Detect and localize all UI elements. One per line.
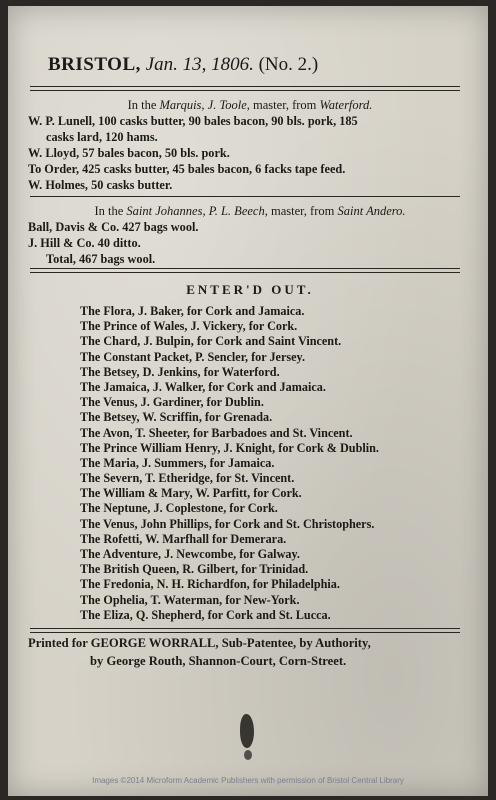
master-word: , master, from [264,204,335,218]
list-item: The Constant Packet, P. Sencler, for Jersey. [80,349,305,364]
master-word: , master, from [246,98,317,112]
ship-master: J. Toole [207,98,247,112]
section-rule [30,196,460,197]
cargo-line: casks lard, 120 hams. [46,130,158,144]
list-item: The Ophelia, T. Waterman, for New-York. [80,592,300,607]
watermark: Images ©2014 Microform Academic Publishers with permission of Bristol Central Library [92,776,404,785]
cargo-line: W. P. Lunell, 100 casks butter, 90 bales bacon, 90 bls. pork, 185 [28,114,358,128]
ship-name: Marquis [159,98,202,112]
list-item: The William & Mary, W. Parfitt, for Cork. [80,486,302,501]
masthead-rule [30,86,460,91]
ink-blot [240,714,254,748]
entered-out-title: ENTER'D OUT. [186,282,314,297]
list-item: The Chard, J. Bulpin, for Cork and Saint Vincent. [80,334,342,349]
ship-heading-marquis: In the Marquis, J. Toole, master, from Waterford. [127,98,373,112]
ship-prefix: In the [94,204,124,218]
ship-port: Saint Andero. [337,204,406,218]
newspaper-page [8,6,488,796]
printer-address: by George Routh, Shannon-Court, Corn-Street. [90,654,347,668]
ship-port: Waterford. [319,98,373,112]
entered-out-list [80,304,470,623]
list-item: The Avon, T. Sheeter, for Barbadoes and St. Vincent. [80,425,353,440]
ship-prefix: In the [127,98,157,112]
list-item: The Eliza, Q. Shepherd, for Cork and St. Lucca. [80,607,331,622]
list-item: The Betsey, D. Jenkins, for Waterford. [80,364,280,379]
ship-name: Saint Johannes [126,204,203,218]
cargo-line: W. Lloyd, 57 bales bacon, 50 bls. pork. [28,146,230,160]
list-item: The Venus, John Phillips, for Cork and St. Christophers. [80,516,375,531]
list-item: The Prince of Wales, J. Vickery, for Cork. [80,319,298,334]
footer-rule [30,628,460,633]
cargo-line: To Order, 425 casks butter, 45 bales bacon, 6 facks tape feed. [28,162,346,176]
cargo-line: J. Hill & Co. 40 ditto. [28,236,141,250]
list-item: The Flora, J. Baker, for Cork and Jamaica. [80,304,305,318]
list-item: The Rofetti, W. Marfhall for Demerara. [80,531,287,546]
ship-master: P. L. Beech [208,204,265,218]
printer-line: Printed for GEORGE WORRALL, Sub-Patentee, by Authority, [28,636,371,650]
cargo-line: Ball, Davis & Co. 427 bags wool. [28,220,199,234]
masthead-date: Jan. 13, 1806. [145,54,254,75]
masthead-number: (No. 2.) [258,54,319,75]
masthead-city: BRISTOL, [48,54,141,75]
list-item: The Severn, T. Etheridge, for St. Vincent. [80,471,295,486]
masthead [48,54,448,76]
section-double-rule [30,268,460,273]
ink-blot [244,750,252,760]
list-item: The British Queen, R. Gilbert, for Trinidad. [80,562,309,577]
list-item: The Adventure, J. Newcombe, for Galway. [80,547,300,561]
cargo-line: Total, 467 bags wool. [46,252,156,266]
list-item: The Neptune, J. Coplestone, for Cork. [80,501,278,516]
list-item: The Prince William Henry, J. Knight, for Cork & Dublin. [80,440,379,455]
cargo-line: W. Holmes, 50 casks butter. [28,178,173,192]
list-item: The Maria, J. Summers, for Jamaica. [80,455,275,470]
list-item: The Venus, J. Gardiner, for Dublin. [80,395,264,410]
list-item: The Betsey, W. Scriffin, for Grenada. [80,410,273,425]
ship-heading-saint-johannes: In the Saint Johannes, P. L. Beech, master, from Saint Andero. [94,204,406,218]
list-item: The Fredonia, N. H. Richardfon, for Philadelphia. [80,577,340,592]
list-item: The Jamaica, J. Walker, for Cork and Jamaica. [80,379,326,394]
